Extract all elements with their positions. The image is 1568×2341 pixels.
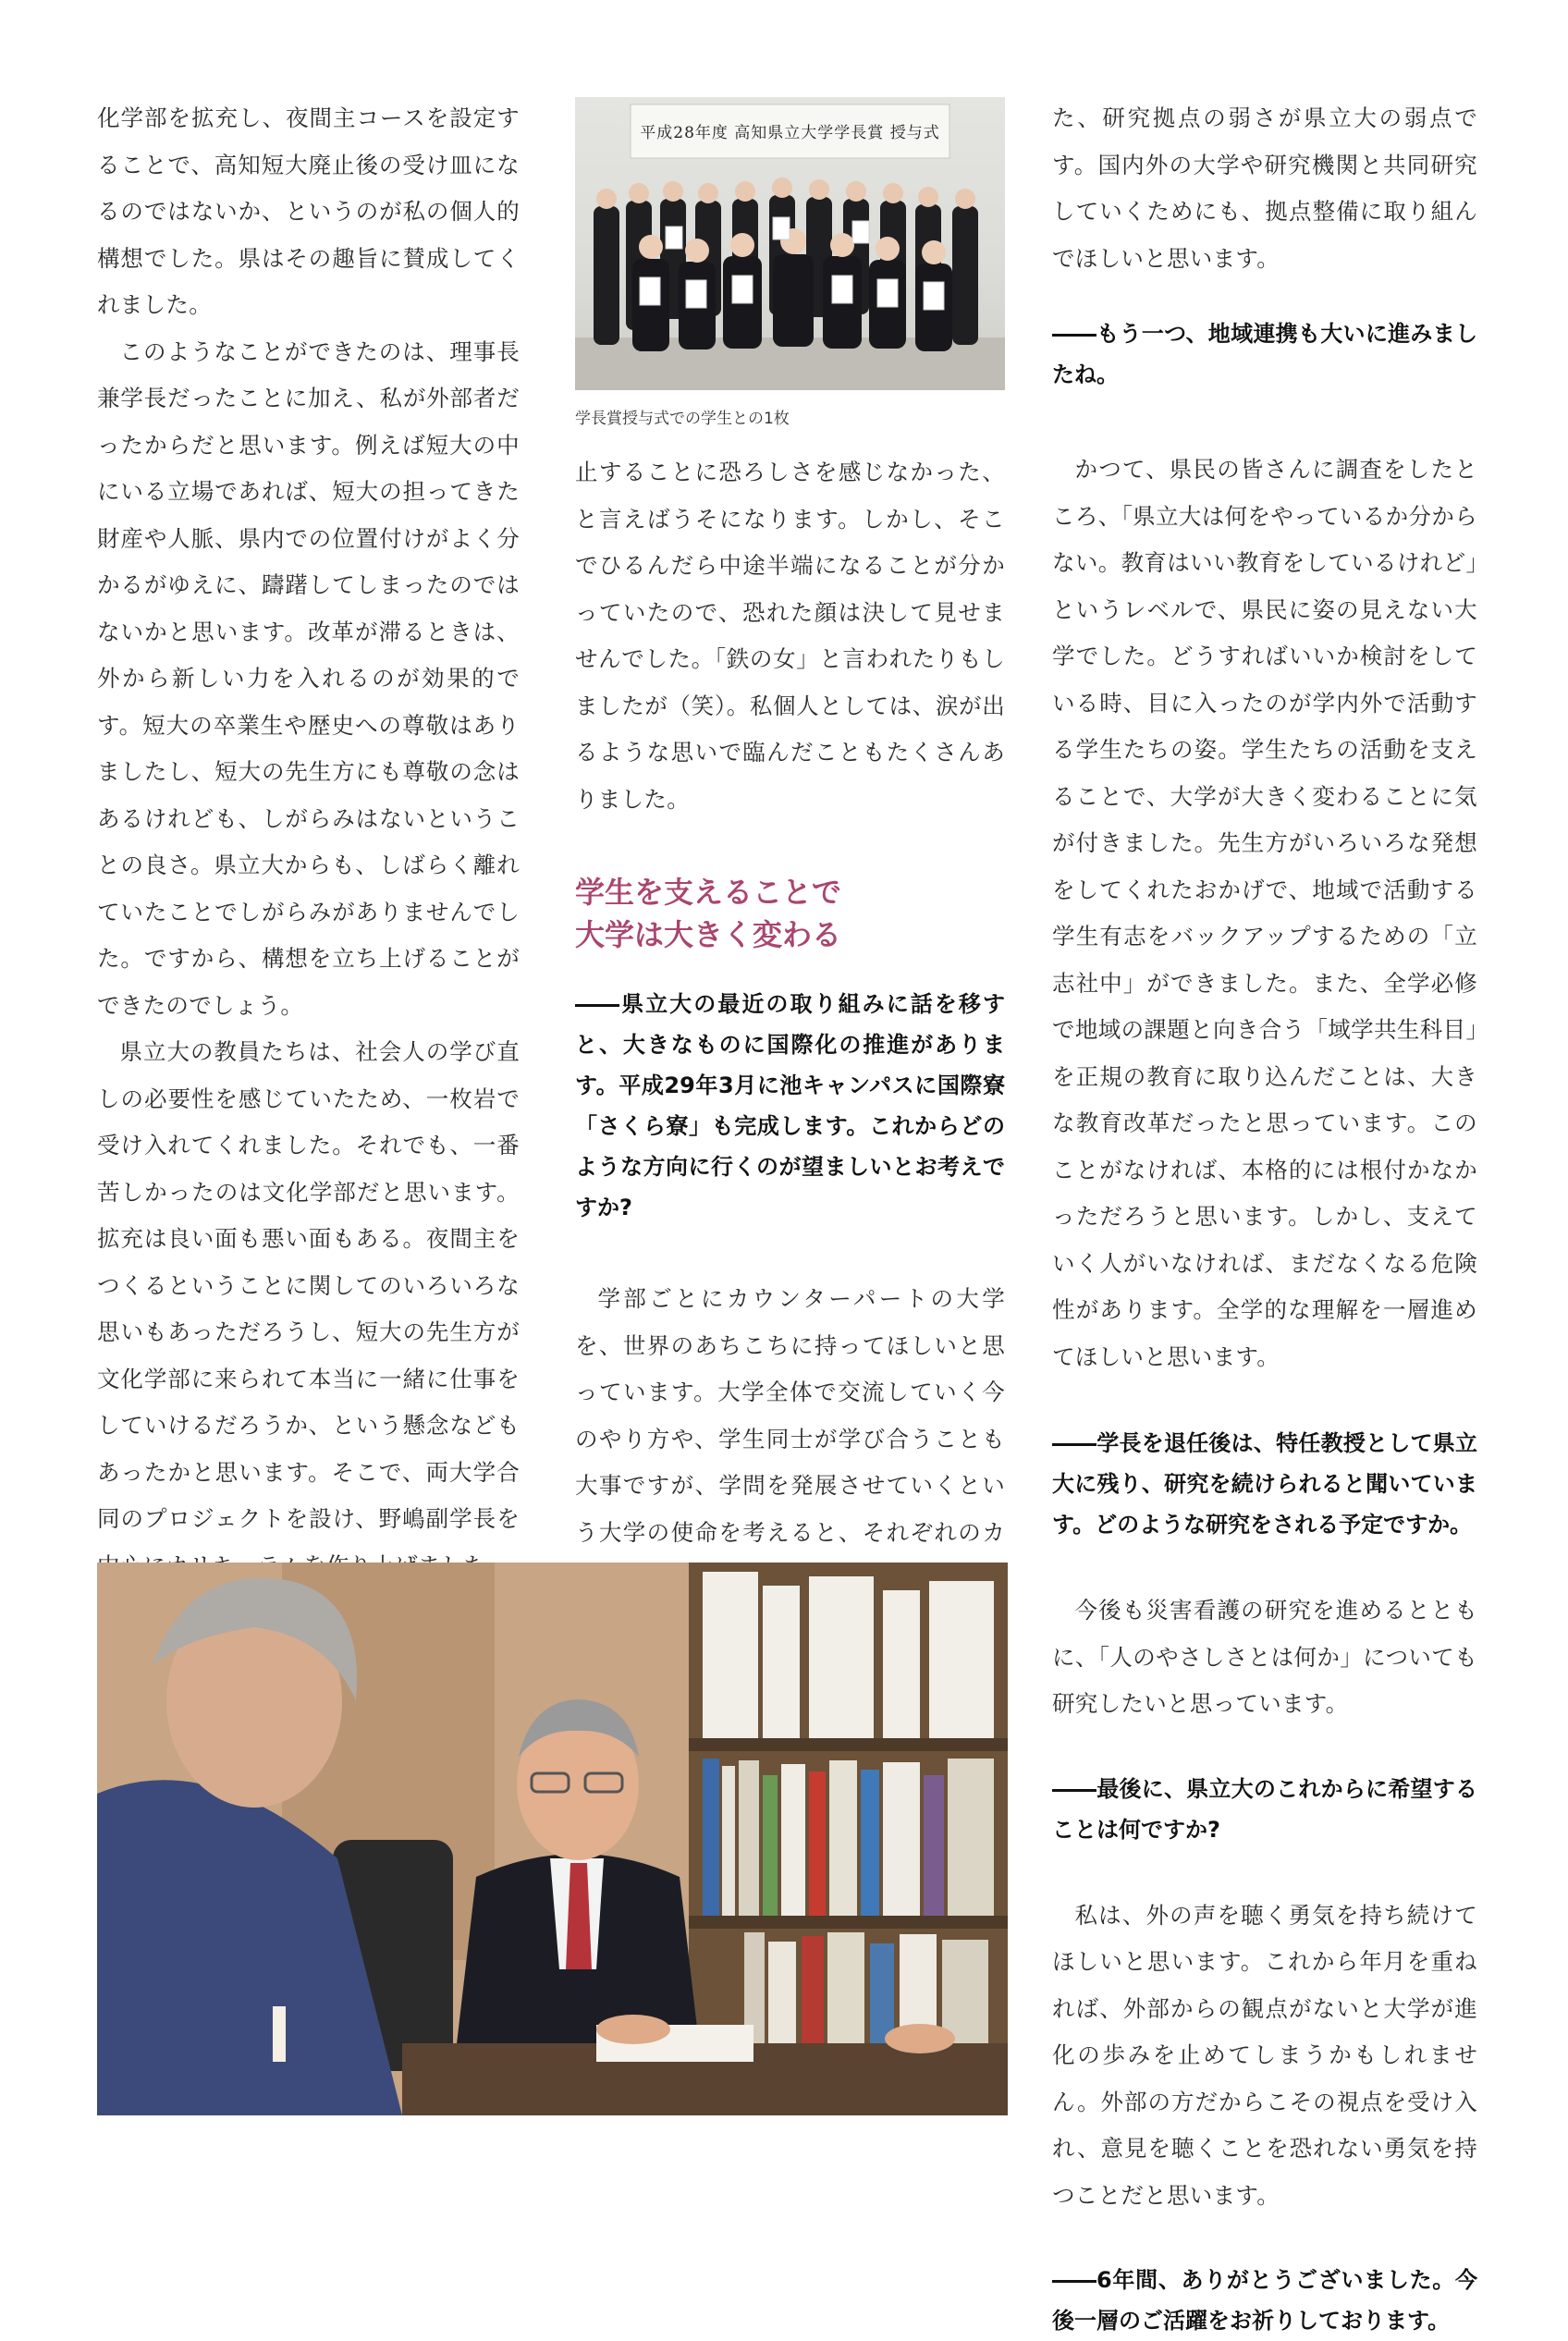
section-heading-line-2: 大学は大きく変わる [575,917,842,952]
paragraph: 止することに恐ろしさを感じなかった、と言えばうそになります。しかし、そこでひるんだら中途半端になることが分かっていたので、恐れた顔は決して見せませんでした。「鉄の女」と言われたりもしましたが（笑）。私個人としては、涙が出るような思いで臨んだこともたくさんありました。 [575,459,1005,813]
paragraph: 私は、外の声を聴く勇気を持ち続けてほしいと思います。これから年月を重ねれば、外部からの観点がないと大学が進化の歩みを止めてしまうかもしれません。外部の方だからこその視点を受け入れ、意見を聴くことを恐れない勇気を持つことだと思います。 [1052,1901,1477,2209]
interview-closing: ――6年間、ありがとうございました。今後一層のご活躍をお祈りしております。 [1052,2267,1477,2334]
paragraph: 県立大の教員たちは、社会人の学び直しの必要性を感じていたため、一枚岩で受け入れてくれました。それでも、一番苦しかったのは文化学部だと思います。拡充は良い面も悪い面もある。夜間主をつくるということに関してのいろいろな思いもあっただろうし、短大の先生方が文化学部に来られて本当に一緒に仕事をしていけるだろうか、という懸念などもあったかと思います。そこで、両大学合同のプロジェクトを設け、野嶋副学長を [97,1038,520,1532]
interview-question: ――もう一つ、地域連携も大いに進みましたね。 [1052,321,1477,387]
paragraph: 化学部を拡充し、夜間主コースを設定することで、高知短大廃止後の受け皿になるのではないか、というのが私の個人的構想でした。県はその趣旨に賛成してくれました。 [97,104,520,318]
section-heading-line-1: 学生を支えることで [575,875,842,910]
award-ceremony-photo [575,97,1005,390]
photo-banner-text: 平成28年度 高知県立大学学長賞 授与式 [640,124,940,142]
photo-caption: 学長賞授与式での学生との1枚 [575,410,790,428]
interview-question: ――最後に、県立大のこれからに希望することは何ですか? [1052,1775,1477,1843]
interview-question: ――学長を退任後は、特任教授として県立大に残り、研究を続けられると聞いています。どのような研究をされる予定ですか。 [1052,1430,1477,1538]
interview-photo-illustration [97,1563,1008,2115]
column-3 [1052,95,1477,2341]
paragraph: た、研究拠点の弱さが県立大の弱点です。国内外の大学や研究機関と共同研究していくためにも、拠点整備に取り組んでほしいと思います。 [1052,104,1477,272]
interview-question: ――県立大の最近の取り組みに話を移すと、大きなものに国際化の推進があります。平成29年3月に池キャンパスに国際寮「さくら寮」も完成します。これからどのような方向に行くのが望ましいとお考えですか? [575,991,1005,1220]
paragraph: このようなことができたのは、理事長兼学長だったことに加え、私が外部者だったからだと思います。例えば短大の中にいる立場であれば、短大の担ってきた財産や人脈、県内での位置付けがよく分かるがゆえに、躊躇してしまったのではないかと思います。改革が滞るときは、外から新しい力を入れるのが効果的です。短大の卒業生や歴史への尊敬はありましたし、短大の先生方にも尊敬の念はあるけれども、しがらみはないということの良さ。県立大からも、しばらく離れていたことでしがらみがありませんでした。ですから、構想を立ち上げることができたのでしょう。 [97,337,520,1019]
paragraph: かつて、県民の皆さんに調査をしたところ、「県立大は何をやっているか分からない。教育はいい教育をしているけれど」というレベルで、県民に姿の見えない大学でした。どうすればいいか検討をしている時、目に入ったのが学内外で活動する学生たちの姿。学生たちの活動を支えることで、大学が大きく変わることに気が付きました。先生方がいろいろな発想をしてくれたおかげで、地域で活動する学生有志をバックアップするための「立志社中」ができました。また、全学必修で地域の課題と向き合う「域学共生科目」を正規の教育に取り込んだことは、大きな教育改革だったと思っています。このことがなければ、本格的には根付かなかっただろうと思います。しかし、支えていく人がいなければ、まだなくなる危険性があります。全学的な理解を一層進めてほしいと思います。 [1052,456,1477,1370]
column-2 [575,449,1005,1743]
paragraph: 学部ごとにカウンターパートの大学を、世界のあちこちに持ってほしいと思っています。大学全体で交流していく今のやり方や、学生同士が学び合うことも大事ですが、学問を発展させていくという大学の使命を考えると、それぞれのカ [575,1285,1005,1546]
interview-photo [97,1563,1008,2115]
paragraph: 今後も災害看護の研究を進めるとともに、「人のやさしさとは何か」についても研究したいと思っています。 [1052,1597,1477,1717]
